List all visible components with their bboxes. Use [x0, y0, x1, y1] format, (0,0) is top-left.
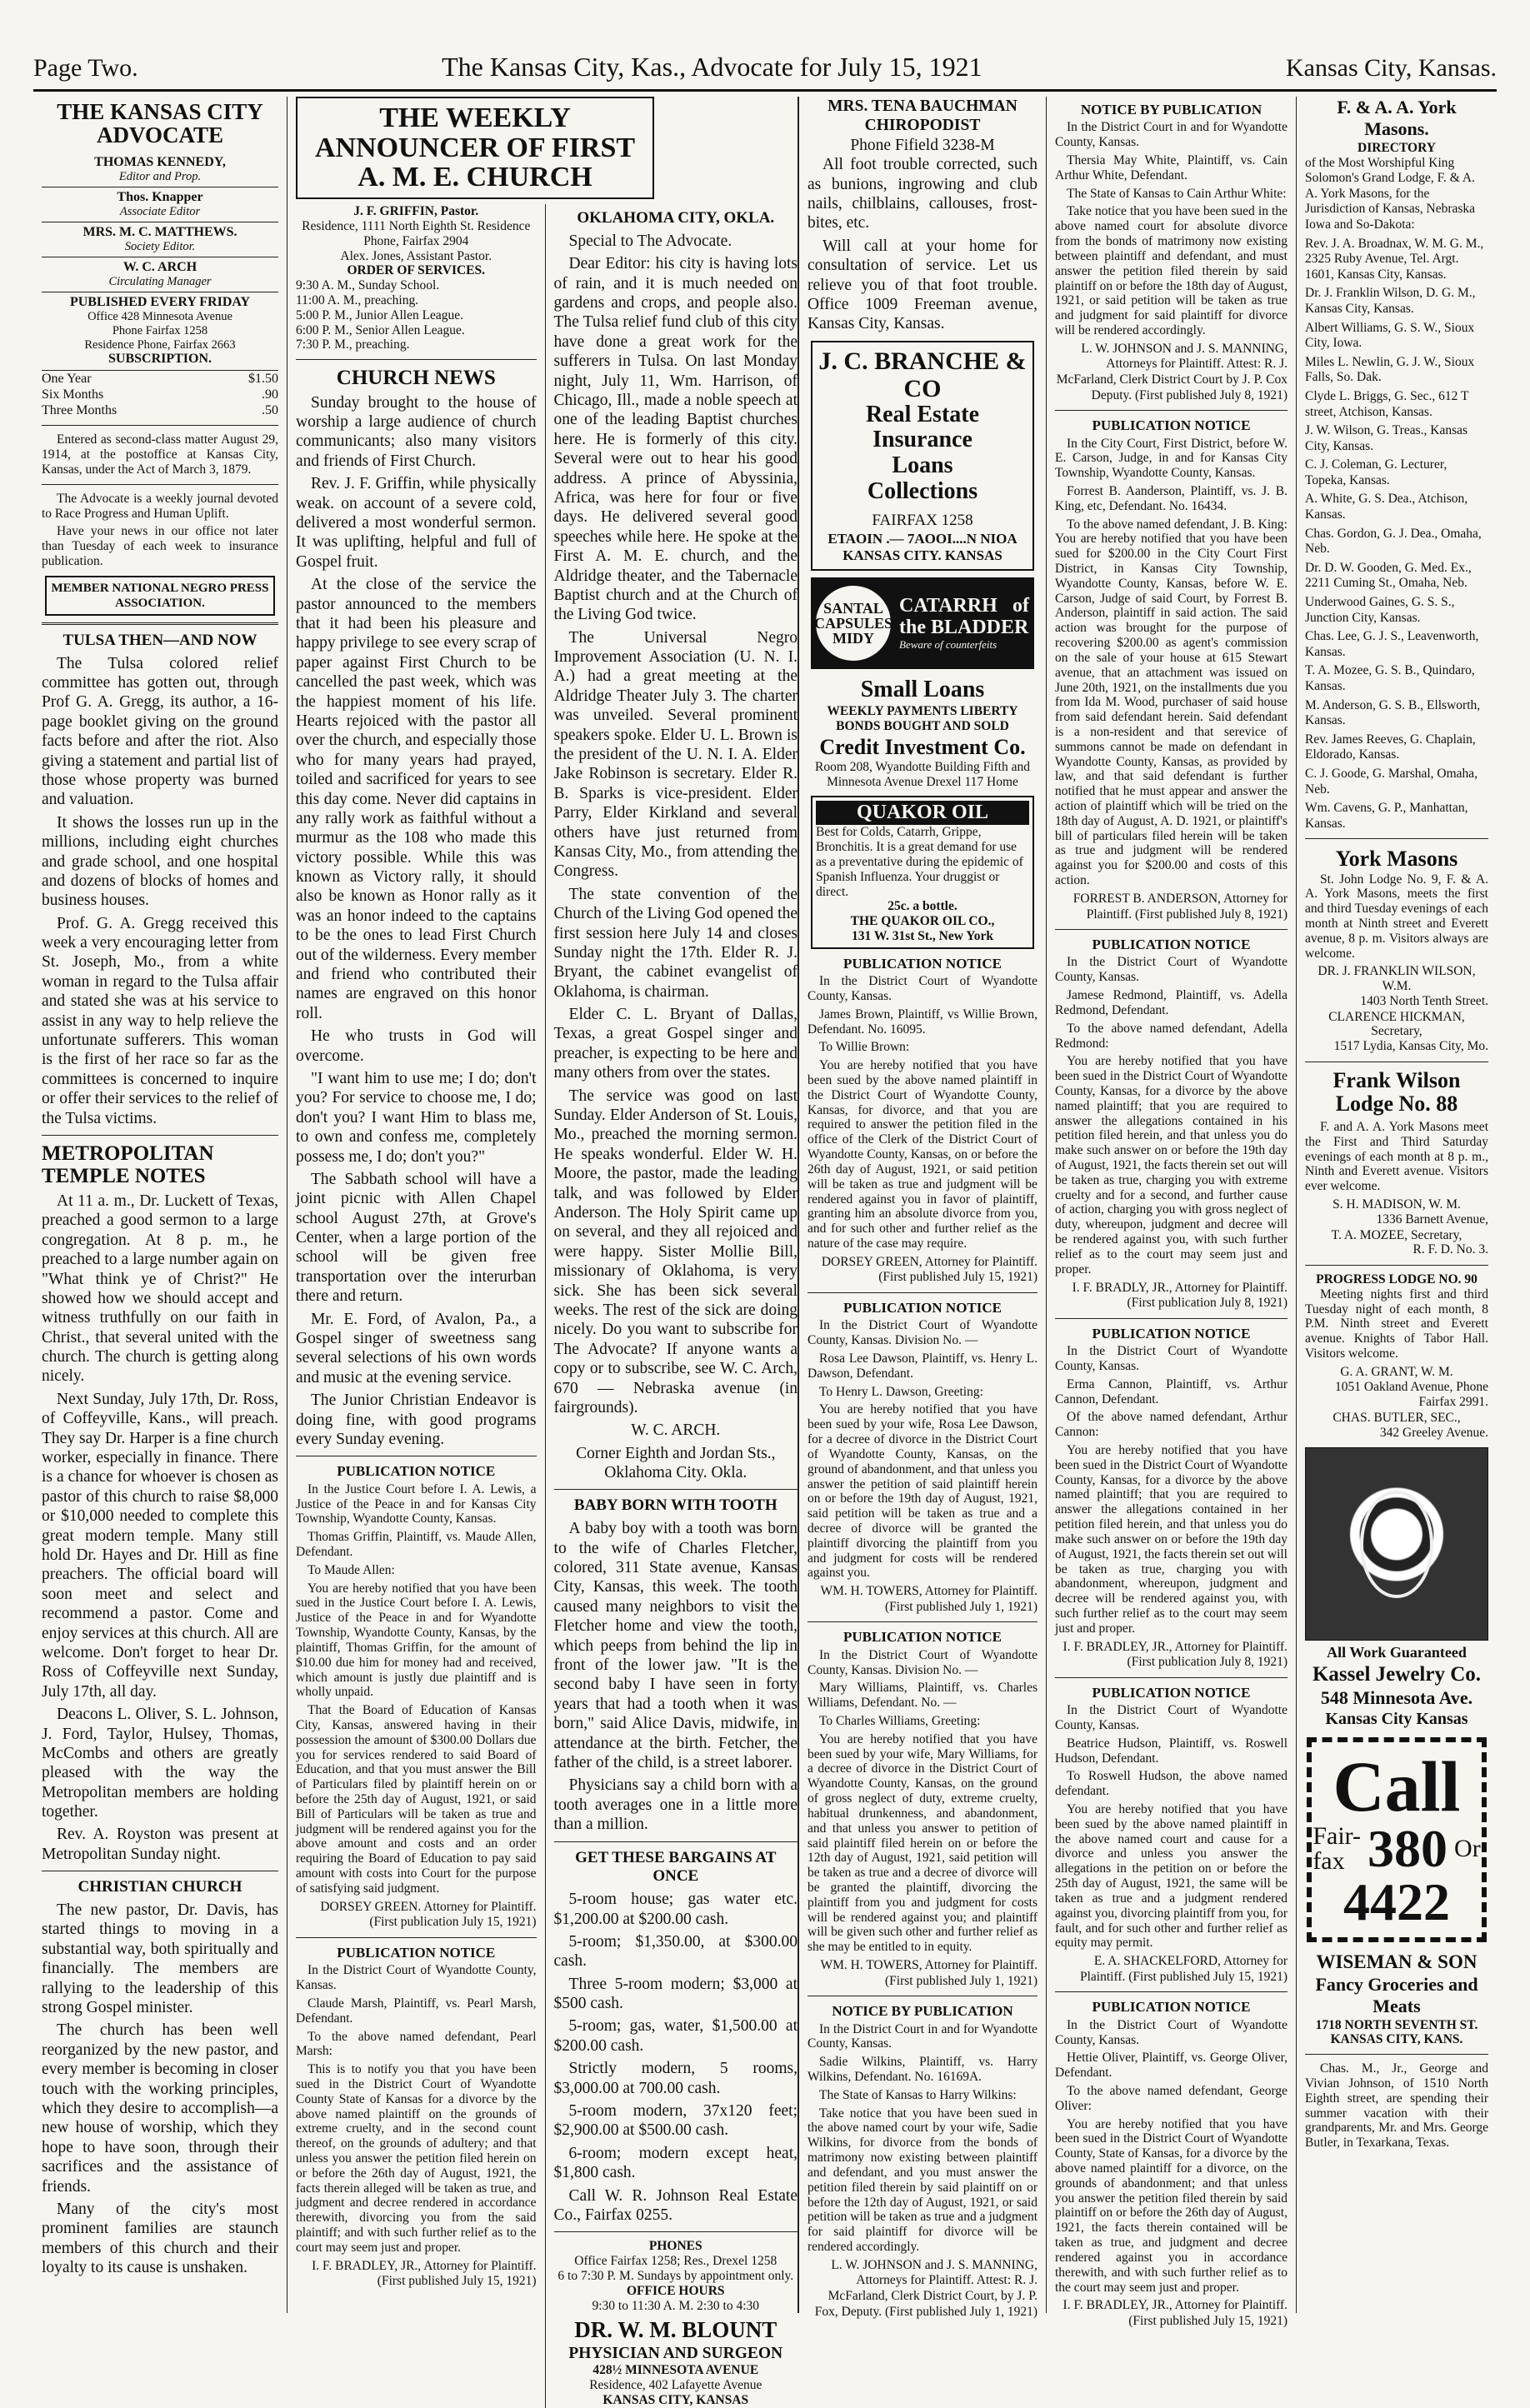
small-loans-sub: WEEKLY PAYMENTS LIBERTY BONDS BOUGHT AND SOLD: [827, 704, 1018, 733]
notice-line: Take notice that you have been sued in the above named court by your wife, Sadie Wilkins, for divorce from the bonds of matrimony now existing between plaintiff and defendant, and you must answer the petition filed therein by said plaintiff on or before the 12th day of August, 1921, or said petition will be taken as true and a judgment for said plaintiff for divorce will be rendered accordingly.: [808, 2106, 1038, 2254]
notice-line: You are hereby notified that you have been sued in the Justice Court before I. A. Lewis, Justice of the Peace in and for Wyandotte Township, Wyandotte County, Kansas, by the plaintiff, Thomas Griffin, for the amount of $10.00 due him for money had and received, which amount is justly due plaintiff and is wholly unpaid.: [296, 1581, 537, 1700]
directory-entry: A. White, G. S. Dea., Atchison, Kansas.: [1305, 492, 1468, 522]
branche-line: Real Estate: [865, 401, 980, 427]
credit-address: Room 208, Wyandotte Building Fifth and Minnesota Avenue Drexel 117 Home: [815, 759, 1030, 789]
directory-entry: T. A. Mozee, G. S. B., Quindaro, Kansas.: [1305, 663, 1475, 693]
frank-wilson-headline: Frank Wilson Lodge No. 88: [1332, 1067, 1461, 1117]
hours-line: 9:30 to 11:30 A. M. 2:30 to 4:30: [592, 2298, 760, 2313]
notice-line: To Henry L. Dawson, Greeting:: [819, 1384, 983, 1399]
service-item: 9:30 A. M., Sunday School.: [296, 278, 440, 293]
publication-notice: [296, 1963, 537, 2255]
notice-line: Jamese Redmond, Plaintiff, vs. Adella Redmond, Defendant.: [1055, 988, 1288, 1017]
subscription-table: [42, 371, 278, 419]
publication-notice: [1055, 1703, 1288, 1951]
christian-church-headline: CHRISTIAN CHURCH: [78, 1878, 242, 1896]
directory-entry: Miles L. Newlin, G. J. W., Sioux Falls, So. Dak.: [1305, 354, 1475, 385]
notice-signature: I. F. BRADLEY, JR., Attorney for Plaintiff. (First publication July 8, 1921): [1062, 1639, 1288, 1670]
oklahoma-paragraph: The state convention of the Church of the Living God opened the first session here July 14 and closes Sunday night the 17th. Elder R. J. Bryant, the cabinet evangelist of Oklahoma, is chairman.: [553, 885, 798, 1001]
branche-line: Loans: [892, 452, 953, 479]
york-sig: CLARENCE HICKMAN, Secretary,: [1328, 1009, 1465, 1039]
divider: [1055, 1677, 1288, 1678]
notice-signature: DORSEY GREEN, Attorney for Plaintiff. (First published July 15, 1921): [821, 1254, 1038, 1285]
church-news-paragraph: The Sabbath school will have a joint picnic with Allen Chapel school August 27th, at Grove's Center, when a large portion of the school will be given free transportation over the interurban there and return.: [296, 1170, 537, 1306]
pastor-line: [296, 204, 537, 219]
notice-line: To the above named defendant, George Oliver:: [1055, 2083, 1288, 2113]
quakor-title: QUAKOR OIL: [816, 801, 1029, 825]
oklahoma-address: Corner Eighth and Jordan Sts., Oklahoma City. Okla.: [576, 1444, 776, 1482]
notice-line: You are hereby notified that you have been sued in the District Court of Wyandotte County, State of Kansas, for a divorce by the above named plaintiff for a divorce, on the grounds of abandonment; and that unless you answer the petition filed therein by said plaintiff on or before the 26th day of August, 1921, the facts therein contained will be taken as true, and judgment and decree rendered against you in accordance therewith, and with such further relief as to the court may seem just and proper.: [1055, 2116, 1288, 2295]
york-sig-address: 1403 North Tenth Street.: [1360, 994, 1488, 1009]
directory-entry: Dr. J. Franklin Wilson, D. G. M., Kansas City, Kansas.: [1305, 286, 1476, 316]
staff-name: Thos. Knapper: [117, 189, 203, 204]
publication-notice: [296, 1482, 537, 1896]
christian-paragraph: Many of the city's most prominent families are staunch members of this church and their loyalty to its cause is unshaken.: [42, 2200, 278, 2277]
notice-heading: PUBLICATION NOTICE: [1092, 937, 1251, 953]
publication-notice: [808, 2022, 1038, 2255]
notice-heading: PUBLICATION NOTICE: [337, 1944, 496, 1961]
branche-line: Collections: [867, 478, 978, 505]
pastor-residence: Residence, 1111 North Eighth St. Residence Phone, Fairfax 2904: [302, 218, 531, 248]
sub-term: Six Months: [42, 387, 104, 402]
oklahoma-paragraph: Elder C. L. Bryant of Dallas, Texas, a great Gospel singer and preacher, is expecting to be here and many others from over the states.: [553, 1006, 798, 1082]
church-news-paragraph: "I want him to use me; I do; don't you? For service to choose me, I do; don't you? I want Him to blass me, to own and confess me, completely possess me, I do; don't you?": [296, 1069, 537, 1166]
column-masthead: [33, 97, 288, 2313]
notice-line: Sadie Wilkins, Plaintiff, vs. Harry Wilkins, Defendant. No. 16169A.: [808, 2055, 1038, 2085]
notice-line: Forrest B. Aanderson, Plaintiff, vs. J. B. King, etc, Defendant. No. 16434.: [1055, 483, 1288, 513]
chiropodist-phone: Phone Fifield 3238-M: [850, 136, 995, 154]
notice-signature: E. A. SHACKELFORD, Attorney for Plaintiff. (First published July 15, 1921): [1079, 1954, 1288, 1984]
notice-line: Thomas Griffin, Plaintiff, vs. Maude Allen, Defendant.: [296, 1530, 537, 1560]
bargain-item: 6-room; modern except heat, $1,800 cash.: [553, 2144, 798, 2182]
oklahoma-paragraph: Dear Editor: his city is having lots of rain, and it is much needed on gardens and crops, and people also. The Tulsa relief fund club of this city have done a great work for the sufferers in Tulsa. On last Monday night, July 11, Wm. Harrison, of Chicago, Ill., made a noble speech at one of the leading Baptist churches here. He is formerly of this city. Several were out to hear his good address. A prince of Abyssinia, Africa, was here for four or five days. He delivered several good speeches while here. He spoke at the First A. M. E. church, and the Aldridge theater, and the Tabernacle Baptist church and at the Church of the Living God twice.: [553, 255, 798, 624]
church-news-paragraph: Sunday brought to the house of worship a large audience of church communicants; also many visitors and friends of First Church.: [296, 393, 537, 470]
credit-title: Credit Investment Co.: [819, 734, 1026, 759]
bargain-item: 5-room house; gas water etc. $1,200.00 at $200.00 cash.: [553, 1891, 798, 1928]
baby-headline: BABY BORN WITH TOOTH: [573, 1496, 778, 1515]
christian-paragraph: The new pastor, Dr. Davis, has started things to moving in a substantial way, both spiritually and financially. The members are rallying to the leadership of this strong Gospel minister.: [42, 1901, 278, 2016]
bargain-item: Call W. R. Johnson Real Estate Co., Fairfax 0255.: [553, 2186, 798, 2224]
divider: [554, 1489, 798, 1490]
notice-line: To Maude Allen:: [308, 1562, 395, 1577]
bargains-headline: GET THESE BARGAINS AT ONCE: [575, 1848, 777, 1886]
chiropodist-name: MRS. TENA BAUCHMAN: [828, 97, 1018, 115]
subscription-title: SUBSCRIPTION.: [108, 352, 212, 367]
tulsa-paragraph: Prof. G. A. Gregg received this week a very encouraging letter from St. Joseph, Mo., from a white woman in regard to the Tulsa affair and stated she was at his service to assist in any way to help relieve the unfortunate sufferers. This woman is the first of her race so far as the committees is concerned to inquire or offer their services to the relief of the Tulsa victims.: [42, 914, 278, 1127]
staff-society: [42, 222, 278, 257]
church-news-paragraph: The Junior Christian Endeavor is doing fine, with good programs every Sunday evening.: [296, 1391, 537, 1448]
directory-entry: Rev. James Reeves, G. Chaplain, Eldorado, Kansas.: [1305, 732, 1476, 762]
notice-line: In the District Court of Wyandotte County, Kansas. Division No. —: [808, 1318, 1038, 1348]
wiseman-sub: Fancy Groceries and Meats: [1315, 1973, 1478, 2017]
progress-lodge-text: Meeting nights first and third Tuesday night of each month, 8 P.M. Ninth street and Everett avenue. Knights of Tabor Hall. Visitors welcome.: [1305, 1286, 1488, 1361]
notice-line: In the District Court in and for Wyandotte County, Kansas.: [1055, 120, 1288, 150]
divider: [296, 1937, 537, 1938]
notice-signature: WM. H. TOWERS, Attorney for Plaintiff. (First published July 1, 1921): [820, 1584, 1038, 1614]
fw-sig: S. H. MADISON, W. M.: [1332, 1197, 1461, 1212]
devoted-note: The Advocate is a weekly journal devoted to Race Progress and Human Uplift.: [42, 491, 278, 521]
divider: [1305, 2054, 1488, 2055]
doctor-address: 428½ MINNESOTA AVENUE: [592, 2363, 759, 2378]
notice-line: In the Justice Court before I. A. Lewis, a Justice of the Peace in and for Kansas City Township, Wyandotte County, Kansas.: [296, 1481, 537, 1526]
branche-city: KANSAS CITY. KANSAS: [842, 547, 1002, 564]
midy-note: Beware of counterfeits: [899, 637, 998, 651]
notice-signature: L. W. JOHNSON and J. S. MANNING, Attorneys for Plaintiff. Attest: R. J. McFarland, Clerk District Court by J. P. Cox Deputy. (First published July 8, 1921): [1056, 341, 1288, 402]
published-line: PUBLISHED EVERY FRIDAY: [69, 294, 251, 309]
church-news-paragraph: Mr. E. Ford, of Avalon, Pa., a Gospel singer of sweetness sang several selections of his own words and music at the evening service.: [296, 1310, 537, 1386]
notice-line: You are hereby notified that you have been sued by the above named plaintiff in the District Court of Wyandotte County, Kansas, for divorce, and that you are required to answer the petition filed in the office of the Clerk of the District Court of Wyandotte County, Kansas, on or before the 26th day of August, 1921, or said petition will be taken as true and judgment will be rendered against you in favor of plaintiff, granting him an absolute divorce from you, and for such other and further relief as the nature of the case may require.: [808, 1058, 1038, 1251]
directory-entry: M. Anderson, G. S. B., Ellsworth, Kansas.: [1305, 697, 1481, 728]
directory-entry: C. J. Goode, G. Marshal, Omaha, Neb.: [1305, 766, 1478, 797]
prog-sig: G. A. GRANT, W. M.: [1340, 1364, 1453, 1379]
bargain-item: 5-room; gas, water, $1,500.00 at $200.00 cash.: [553, 2017, 798, 2055]
quakor-ad: [811, 796, 1034, 948]
doctor-name: DR. W. M. BLOUNT: [574, 2317, 778, 2343]
directory-entry: Dr. D. W. Gooden, G. Med. Ex., 2211 Cuming St., Omaha, Neb.: [1305, 560, 1472, 591]
notice-signature: DORSEY GREEN. Attorney for Plaintiff. (First publication July 15, 1921): [320, 1899, 537, 1930]
wiseman-address: 1718 NORTH SEVENTH ST. KANSAS CITY, KANS.: [1315, 2017, 1478, 2047]
divider: [554, 2231, 798, 2232]
york-sig: DR. J. FRANKLIN WILSON, W.M.: [1318, 964, 1476, 994]
subscription-row: [42, 387, 278, 402]
call-number-1: 380: [1368, 1819, 1448, 1879]
notice-line: In the District Court in and for Wyandotte County, Kansas.: [808, 2021, 1038, 2051]
notice-line: Beatrice Hudson, Plaintiff, vs. Roswell Hudson, Defendant.: [1055, 1736, 1288, 1766]
phones-head: PHONES: [648, 2239, 702, 2254]
notice-line: In the District Court of Wyandotte County, Kansas.: [1055, 955, 1288, 985]
notice-line: To Roswell Hudson, the above named defendant.: [1055, 1769, 1288, 1799]
notice-signature: I. F. BRADLEY, JR., Attorney for Plaintiff. (First published July 15, 1921): [1062, 2298, 1288, 2328]
quakor-text: Best for Colds, Catarrh, Grippe, Bronchitis. It is a great demand for use as a preventative during the epidemic of Spanish Influenza. Your druggist or direct.: [816, 825, 1023, 899]
pastor-name: J. F. GRIFFIN, Pastor.: [353, 204, 479, 219]
notice-line: You are hereby notified that you have been sued in the District Court of Wyandotte County, Kansas, for a divorce by the above named plaintiff; that you are required to answer the allegations contained in his petition filed herein, and that unless you do make such answer on or before the 19th day of August, 1921, the facts therein set out will be taken as true, charging you with extreme cruelty and for a second, and further cause of action, charging you with gross neglect of duty, whereupon, judgment and decree will be rendered against you, with such further relief as to the court may seem just and proper.: [1055, 1054, 1288, 1276]
notice-line: To Charles Williams, Greeting:: [819, 1714, 981, 1729]
service-item: 5:00 P. M., Junior Allen League.: [296, 307, 464, 322]
kassel-name: Kassel Jewelry Co.: [1312, 1662, 1482, 1686]
notice-heading: PUBLICATION NOTICE: [1092, 1999, 1251, 2016]
column-announcer: [288, 97, 798, 2407]
divider: [808, 1621, 1038, 1622]
notice-signature: I. F. BRADLEY, JR., Attorney for Plaintiff. (First published July 15, 1921): [312, 2258, 537, 2289]
doctor-title: PHYSICIAN AND SURGEON: [568, 2344, 783, 2362]
metropolitan-paragraph: Next Sunday, July 17th, Dr. Ross, of Coffeyville, Kans., will preach. They say Dr. Harper is a fine church worker, especially in finance. There is a chance for whoever is chosen as pastor of this church to raise $8,000 or $10,000 needed to complete this great modern temple. Many still hold Dr. Hayes and Dr. Hill as fine preachers. The official board will soon meet and select and recommend a pastor. Come and enjoy services at this church. All are welcome. Don't forget to hear Dr. Ross of Coffeyville next Sunday, July 17th, all day.: [42, 1390, 278, 1701]
notice-line: You are hereby notified that you have been sued by the above named plaintiff in the above named court and cause for a divorce and unless you answer the allegations in the petition on or before the 25th day of August, 1921, the same will be taken as true and a judgment rendered against you, divorcing plaintiff from you, for fault, and for such other and further relief as equity may permit.: [1055, 1802, 1288, 1951]
masons-directory: [1305, 156, 1488, 832]
directory-entry: J. W. Wilson, G. Treas., Kansas City, Kansas.: [1305, 423, 1468, 453]
bargain-item: 5-room; $1,350.00, at $300.00 cash.: [553, 1932, 798, 1971]
column-3: [546, 204, 798, 2408]
progress-lodge-headline: PROGRESS LODGE NO. 90: [1316, 1271, 1478, 1286]
staff-role: Associate Editor: [119, 205, 201, 219]
publication-notice: [1055, 955, 1288, 1276]
sub-term: Three Months: [42, 403, 118, 418]
page-number: Page Two.: [33, 54, 138, 82]
oklahoma-paragraph: The service was good on last Sunday. Elder Anderson of St. Louis, Mo., preached the morning sermon. He speaks wonderful. Elder W. H. Moore, the pastor, made the leading talk, and was followed by Elder Anderson. The Holy Spirit came up on several, and they all rejoiced and were happy. Sister Mollie Bill, missionary of Oklahoma, is very sick. She has been sick several weeks. The rest of the sick are doing nicely. Do you want to subscribe for The Advocate? If anyone wants a copy or to subscribe, see W. C. Arch, 670 — Nebraska avenue (in fairgrounds).: [553, 1087, 798, 1416]
doctor-residence: Residence, 402 Lafayette Avenue: [589, 2378, 762, 2393]
sub-term: One Year: [42, 371, 92, 386]
tulsa-paragraph: The Tulsa colored relief committee has gotten out, through Prof G. A. Gregg, its author, a 16-page booklet giving on the ground facts before and after the riot. Also giving a statement and partial list of those whose property was burned and valuation.: [42, 654, 278, 809]
divider: [1055, 1318, 1288, 1319]
kassel-address: 548 Minnesota Ave.: [1320, 1686, 1473, 1708]
call-ad: [1307, 1737, 1487, 1942]
tulsa-headline: TULSA THEN—AND NOW: [62, 631, 258, 649]
directory-entry: C. J. Coleman, G. Lecturer, Topeka, Kansas.: [1305, 457, 1448, 487]
prog-sig: CHAS. BUTLER, SEC.,: [1332, 1410, 1461, 1425]
sub-price: $1.50: [248, 371, 278, 386]
notice-line: This is to notify you that you have been sued in the District Court of Wyandotte County State of Kansas for a divorce by the above named plaintiff on the grounds of extreme cruelty, and in the second count thereof, on the grounds of adultery; and that unless you answer the petition filed herein on or before the 26th day of August, 1921, the facts therein alleged will be taken as true, and judgment and decree rendered in accordance therewith, divorcing you from the said plaintiff; and with such further relief as to the court may seem just and proper.: [296, 2062, 537, 2255]
sub-price: .50: [262, 403, 278, 418]
doctor-city: KANSAS CITY, KANSAS: [602, 2392, 749, 2407]
hours-head: OFFICE HOURS: [626, 2283, 725, 2298]
directory-entry: Rev. J. A. Broadnax, W. M. G. M., 2325 Ruby Avenue, Tel. Argt. 1601, Kansas City, Kansas.: [1305, 236, 1484, 282]
call-exchange: Fair-fax: [1312, 1822, 1362, 1876]
notice-line: Take notice that you have been sued in the above named court for absolute divorce from the bonds of matrimony now existing between plaintiff and defendant, and must answer the petition filed therein by said plaintiff on or before the 18th day of August, 1921, or said petition will be taken as true and judgment for said plaintiff for divorce will be rendered accordingly.: [1055, 204, 1288, 337]
publication-notice: [1055, 1344, 1288, 1636]
call-row: [1312, 1819, 1481, 1879]
column-4: [798, 97, 1047, 2319]
staff-circulation: [42, 257, 278, 292]
branche-phone: FAIRFAX 1258: [872, 511, 973, 529]
staff-editor: [42, 152, 278, 187]
notice-line: To the above named defendant, Pearl Marsh:: [296, 2029, 537, 2059]
kassel-guarantee: All Work Guaranteed: [1327, 1644, 1467, 1661]
directory-entry: Chas. Gordon, G. J. Dea., Omaha, Neb.: [1305, 526, 1482, 557]
column-5: [1047, 97, 1297, 2328]
paper-location: Kansas City, Kansas.: [1285, 54, 1497, 82]
metropolitan-headline: METROPOLITAN TEMPLE NOTES: [42, 1142, 214, 1188]
notice-line: To the above named defendant, Adella Redmond:: [1055, 1021, 1288, 1051]
sub-price: .90: [262, 387, 278, 402]
notice-line: The State of Kansas to Cain Arthur White:: [1067, 186, 1287, 201]
announcer-title: THE WEEKLY ANNOUNCER OF FIRST A. M. E. CHURCH: [296, 97, 654, 199]
column-2: [296, 204, 546, 2408]
staff-name: W. C. ARCH: [122, 259, 198, 274]
notice-heading: PUBLICATION NOTICE: [842, 1299, 1002, 1316]
metropolitan-paragraph: Deacons L. Oliver, S. L. Johnson, J. Ford, Taylor, Hulsey, Thomas, McCombs and others are greatly pleased with the way the Metropolitan members are holding together.: [42, 1706, 278, 1821]
publication-notice: [808, 974, 1038, 1251]
divider: [554, 1841, 798, 1842]
columns: [33, 97, 1497, 2407]
service-item: 6:00 P. M., Senior Allen League.: [296, 322, 465, 337]
chiropodist-text: All foot trouble corrected, such as bunions, ingrowing and club nails, chilblains, callouses, frost-bites, etc.: [808, 156, 1038, 232]
staff-role: Editor and Prop.: [118, 170, 202, 184]
divider: [1055, 410, 1288, 411]
york-masons-headline: York Masons: [1335, 847, 1458, 872]
notice-line: You are hereby notified that you have been sued by your wife, Rosa Lee Dawson, for a decree of divorce in the District Court of Wyandotte County, Kansas, on the ground of abandonment, and that unless you answer the petition of said plaintiff herein on or before the 19th day of August, 1921, said petition will be taken as true and a decree of divorce will be granted the plaintiff divorcing the plaintiff from you and judgment for costs will be rendered against you.: [808, 1402, 1038, 1581]
directory-entry: Clyde L. Briggs, G. Sec., 612 T street, Atchison, Kansas.: [1305, 388, 1469, 419]
small-loans-title: Small Loans: [860, 677, 985, 703]
notice-line: In the District Court of Wyandotte County, Kansas.: [296, 1963, 537, 1993]
call-or: Or: [1454, 1835, 1481, 1863]
assistant-pastor: Alex. Jones, Assistant Pastor.: [340, 248, 492, 263]
notice-line: The State of Kansas to Harry Wilkins:: [819, 2087, 1017, 2102]
notice-signature: FORREST B. ANDERSON, Attorney for Plaintiff. (First published July 8, 1921): [1072, 891, 1288, 922]
branche-line: Insurance: [872, 427, 972, 453]
directory-title: DIRECTORY: [1358, 140, 1436, 155]
notice-line: Erma Cannon, Plaintiff, vs. Arthur Cannon, Defendant.: [1055, 1376, 1288, 1406]
service-item: 7:30 P. M., preaching.: [296, 337, 410, 352]
quakor-company: THE QUAKOR OIL CO.,: [850, 914, 995, 929]
oklahoma-signature: W. C. ARCH.: [631, 1421, 721, 1440]
masthead-title: THE KANSAS CITY ADVOCATE: [57, 99, 263, 148]
publication-notice: [808, 1648, 1038, 1955]
wiseman-headline: WISEMAN & SON: [1316, 1951, 1478, 1973]
divider: [1055, 1991, 1288, 1992]
divider: [296, 359, 537, 360]
publication-notice: [1055, 437, 1288, 888]
paper-dateline: The Kansas City, Kas., Advocate for July 15, 1921: [442, 52, 982, 82]
call-number-2: 4422: [1343, 1872, 1450, 1932]
branche-ad: [811, 341, 1034, 572]
branche-title: J. C. BRANCHE & CO: [818, 347, 1027, 402]
notice-signature: L. W. JOHNSON and J. S. MANNING, Attorneys for Plaintiff. Attest: R. J. McFarland, Clerk District Court, by J. P. Fox, Deputy. (First published July 1, 1921): [814, 2257, 1038, 2319]
divider: [808, 1292, 1038, 1293]
phones-line-2: 6 to 7:30 P. M. Sundays by appointment only.: [558, 2268, 794, 2283]
notice-heading: PUBLICATION NOTICE: [1092, 1325, 1251, 1341]
staff-role: Society Editor.: [124, 240, 196, 254]
notice-line: Of the above named defendant, Arthur Cannon:: [1055, 1410, 1288, 1440]
notice-line: Claude Marsh, Plaintiff, vs. Pearl Marsh, Defendant.: [296, 1996, 537, 2026]
publication-notice: [1055, 120, 1288, 337]
directory-entry: Wm. Cavens, G. P., Manhattan, Kansas.: [1305, 801, 1468, 831]
midy-logo: SANTAL CAPSULES MIDY: [816, 586, 891, 661]
oklahoma-headline: OKLAHOMA CITY, OKLA.: [577, 209, 775, 227]
midy-title: CATARRH of the BLADDER: [899, 595, 1029, 638]
tulsa-paragraph: It shows the losses run up in the millions, including eight churches and grade school, and one hospital and dozens of blocks of homes and business houses.: [42, 813, 278, 910]
directory-entry: Albert Williams, G. S. W., Sioux City, Iowa.: [1305, 320, 1475, 351]
office-line: Office 428 Minnesota Avenue: [88, 310, 232, 324]
chiropodist-title: CHIROPODIST: [864, 117, 981, 135]
press-association-box: MEMBER NATIONAL NEGRO PRESS ASSOCIATION.: [45, 576, 275, 616]
notice-line: In the District Court of Wyandotte County, Kansas.: [1055, 1703, 1288, 1732]
notice-heading: PUBLICATION NOTICE: [842, 955, 1002, 972]
church-news-paragraph: At the close of the service the pastor announced to the members that it had been his pleasure and happy privilege to see every scrap of paper against First Church to be cancelled the past week, which was the happiest moment of his life. Hearts rejoiced with the pastor all over the church, and especially those who for many years had prayed, toiled and sacrificed for years to see this day come. Never did captains in any rally work as faithful without a murmur as the 108 who made this victory possible. While this was known as Victory rally, it should also be known as Honor rally as it was an honor indeed to the captains to be the ones to lead First Church out of the wilderness. Every member and friend who contributed their names are engraved on this honor roll.: [296, 576, 537, 1022]
entered-note: Entered as second-class matter August 29, 1914, at the postoffice at Kansas City, Kansas, under the Act of March 3, 1879.: [42, 432, 278, 477]
directory-entry: Underwood Gaines, G. S. S., Junction City, Kansas.: [1305, 595, 1455, 625]
metropolitan-paragraph: Rev. A. Royston was present at Metropolitan Sunday night.: [42, 1826, 278, 1863]
news-deadline: Have your news in our office not later than Tuesday of each week to insurance publication.: [42, 524, 278, 568]
fw-sig: T. A. MOZEE, Secretary,: [1331, 1227, 1462, 1242]
notice-line: In the District Court of Wyandotte County, Kansas.: [1055, 2017, 1288, 2047]
notice-line: To Willie Brown:: [819, 1040, 910, 1055]
directory-entry: Chas. Lee, G. J. S., Leavenworth, Kansas.: [1305, 629, 1479, 659]
notice-line: In the District Court of Wyandotte County, Kansas.: [1055, 1344, 1288, 1373]
phones-line: Office Fairfax 1258; Res., Drexel 1258: [574, 2254, 778, 2269]
page-header: [33, 52, 1497, 92]
notice-line: You are hereby notified that you have been sued by your wife, Mary Williams, for a decree of divorce in the District Court of Wyandotte County, Kansas, on the ground of gross neglect of duty, extreme cruelty, habitual drunkenness, and abandonment, and that unless you answer to petition of said plaintiff filed herein on or before the 12th day of August, 1921, said petition will be taken as true and a decree of divorce will be granted the plaintiff, divorcing the plaintiff from you and judgment for costs will be rendered against you; and plaintiff will be given such other and further relief as she may be entitled to in equity.: [808, 1731, 1038, 1955]
divider: [42, 425, 278, 426]
notice-heading: NOTICE BY PUBLICATION: [832, 2003, 1013, 2020]
divider: [1305, 1265, 1488, 1266]
divider: [1055, 929, 1288, 930]
kassel-city: Kansas City Kansas: [1325, 1710, 1468, 1729]
fw-sig-address: 1336 Barnett Avenue,: [1376, 1211, 1488, 1226]
residence-line: Residence Phone, Fairfax 2663: [84, 337, 236, 352]
notice-line: Hettie Oliver, Plaintiff, vs. George Oliver, Defendant.: [1055, 2051, 1288, 2081]
order-of-services-head: ORDER OF SERVICES.: [347, 263, 486, 278]
quakor-address: 131 W. 31st St., New York: [852, 928, 993, 943]
york-masons-text: St. John Lodge No. 9, F. & A. A. York Masons, meets the first and third Tuesday evenings of each month at Ninth street and Everett avenue, 8 p. m. Visitors always are welcome.: [1305, 872, 1488, 961]
quakor-price: 25c. a bottle.: [888, 899, 958, 914]
staff-name: THOMAS KENNEDY,: [94, 154, 226, 169]
church-news-paragraph: He who trusts in God will overcome.: [296, 1027, 537, 1065]
announcer-body: [296, 204, 798, 2408]
divider: [42, 484, 278, 485]
notice-signature: I. F. BRADLY, JR., Attorney for Plaintiff. (First publication July 8, 1921): [1072, 1280, 1288, 1311]
notice-line: In the District Court of Wyandotte County, Kansas.: [808, 974, 1038, 1003]
subscription-row: [42, 402, 278, 418]
staff-name: MRS. M. C. MATTHEWS.: [82, 224, 238, 239]
notice-line: Mary Williams, Plaintiff, vs. Charles Williams, Defendant. No. —: [808, 1681, 1038, 1711]
notice-line: James Brown, Plaintiff, vs Willie Brown, Defendant. No. 16095.: [808, 1007, 1038, 1037]
notice-heading: PUBLICATION NOTICE: [842, 1629, 1002, 1646]
masons-headline: F. & A. A. York Masons.: [1337, 97, 1457, 140]
notice-heading: PUBLICATION NOTICE: [337, 1463, 496, 1480]
notice-line: To the above named defendant, J. B. King: You are hereby notified that you have been sued for $200.00 in the City Court First District, in Kansas City Township, Wyandotte County, Kansas, before W. E. Carson, Judge of said Court, by Forrest B. Anderson, plaintiff in said action. The said action was brought for the purpose of recovering $200.00 as agent's commission on the sale of your house at 615 Stewart avenue, that an attachment was issued on June 20th, 1921, on the installments due you from Ida M. Wood, purchaser of said house from said defendant herein. Said defendant is a non-resident and that serevice of summons cannot be made on defendant in Wyandotte County, Kansas, as provided by law, and that said defendant is further notified that he must appear and answer the action of plaintiff which will be tried on the 18th day of August, A. D. 1921, or plaintiff's bill of particulars filed herein will be taken as true and judgment will be rendered against you for $200.00 and costs of this action.: [1055, 517, 1288, 888]
directory-intro: of the Most Worshipful King Solomon's Grand Lodge, F. & A. A. York Masons, for the Jurisdiction of Kansas, Nebraska Iowa and So-Dakota:: [1305, 155, 1476, 232]
bargain-item: 5-room modern, 37x120 feet; $2,900.00 at $500.00 cash.: [553, 2102, 798, 2140]
oklahoma-paragraph: The Universal Negro Improvement Association (U. N. I. A.) had a great meeting at the Aldridge Theater July 3. The charter was unveiled. Several prominent speakers spoke. Elder U. L. Brown is the president of the U. N. I. A. Elder Jake Robinson is secretary. Elder R. B. Sparks is vice-president. Elder Parry, Elder Kirkland and several others have just returned from Kansas City, Mo., from attending the Congress.: [553, 628, 798, 881]
prog-sig-address: 342 Greeley Avenue.: [1379, 1425, 1488, 1440]
divider: [1305, 838, 1488, 839]
metropolitan-paragraph: At 11 a. m., Dr. Luckett of Texas, preached a good sermon to a large congregation. At 8 p. m., he preached to a large number again on "What think ye of Christ?" He showed how we should accept and witness truthfully on our faith in Christ., that several united with the church. The church is getting along nicely.: [42, 1192, 278, 1386]
publication-notice: [1055, 2018, 1288, 2296]
baby-paragraph: Physicians say a child born with a tooth averages one in a little more than a million.: [553, 1776, 798, 1834]
notice-line: You are hereby notified that you have been sued in the District Court of Wyandotte County, Kansas, for a divorce by the above named plaintiff; that you are required to answer the allegations contained in her petition filed herein, and that unless you do make such answer on or before the 19th day of August, 1921, the facts therein set out will be taken as true, charging you with abandonment, whereupon, judgment and decree will be rendered against you, with such further relief as to the court may seem just and proper.: [1055, 1443, 1288, 1636]
column-6: [1297, 97, 1497, 2313]
service-item: 11:00 A. M., preaching.: [296, 292, 419, 307]
notice-line: That the Board of Education of Kansas City, Kansas, answered having in their possession the amount of $300.00 Dollars due you for services rendered to said Board of Education, and that you must answer the Bill of Particulars filed by plaintiff herein on or before the 25th day of August, 1921, or said Bill of Particulars will be taken as true and judgment will be rendered against you for the above amount and costs and an order requiring the Board of Education to pay said amount with costs into Court for the purpose of satisfying said judgment.: [296, 1703, 537, 1896]
phone-line: Phone Fairfax 1258: [112, 324, 208, 337]
notice-heading: NOTICE BY PUBLICATION: [1080, 102, 1262, 117]
bargain-item: Strictly modern, 5 rooms, $3,000.00 at 700.00 cash.: [553, 2060, 798, 2097]
staff-associate: [42, 187, 278, 222]
fw-sig-address: R. F. D. No. 3.: [1412, 1242, 1488, 1257]
publication-notice: [808, 1318, 1038, 1581]
johnson-note: Chas. M., Jr., George and Vivian Johnson, of 1510 North Eighth street, are spending their summer vacation with their grandparents, Mr. and Mrs. George Butler, in Texarkana, Texas.: [1305, 2061, 1488, 2151]
notice-line: Thersia May White, Plaintiff, vs. Cain Arthur White, Defendant.: [1055, 153, 1288, 182]
notice-signature: WM. H. TOWERS, Attorney for Plaintiff. (First published July 1, 1921): [820, 1958, 1038, 1988]
santal-midy-ad: [811, 577, 1034, 669]
divider: [42, 1135, 278, 1136]
notice-line: In the City Court, First District, before W. E. Carson, Judge, in and for Kansas City Township, Wyandotte County, Kansas.: [1055, 436, 1288, 481]
branche-code: ETAOIN .— 7AOOI....N NIOA: [828, 530, 1018, 547]
chiropodist-text: Will call at your home for consultation of service. Let us relieve you of that foot trouble. Office 1009 Freeman avenue, Kansas City, Kansas.: [808, 237, 1038, 333]
notice-line: Rosa Lee Dawson, Plaintiff, vs. Henry L. Dawson, Defendant.: [808, 1351, 1038, 1381]
christian-paragraph: The church has been well reorganized by the new pastor, and every member is becoming in closer touch with the working principles, which they desire to accomplish—a new house of worship, which they hope to have soon, through their sacrifices and the assistance of friends.: [42, 2021, 278, 2196]
call-word: Call: [1332, 1746, 1461, 1827]
frank-wilson-text: F. and A. A. York Masons meet the First and Third Saturday evenings of each month at 8 p. m., Ninth and Everett avenue. Visitors ever welcome.: [1305, 1120, 1488, 1194]
notice-heading: PUBLICATION NOTICE: [1092, 1684, 1251, 1701]
jewelry-illustration: [1305, 1447, 1488, 1641]
oklahoma-paragraph: Special to The Advocate.: [568, 232, 732, 250]
publication-info: [42, 292, 278, 371]
notice-line: In the District Court of Wyandotte County, Kansas. Division No. —: [808, 1647, 1038, 1677]
bargain-item: Three 5-room modern; $3,000 at $500 cash.: [553, 1975, 798, 2013]
church-news-headline: CHURCH NEWS: [336, 367, 496, 390]
prog-sig-address: 1051 Oakland Avenue, Phone Fairfax 2991.: [1335, 1379, 1488, 1410]
subscription-row: [42, 371, 278, 387]
church-news-paragraph: Rev. J. F. Griffin, while physically weak. on account of a severe cold, delivered a most wonderful sermon. It was uplifting, helpful and full of Gospel fruit.: [296, 475, 537, 571]
staff-role: Circulating Manager: [108, 275, 212, 289]
divider: [42, 622, 278, 625]
baby-paragraph: A baby boy with a tooth was born to the wife of Charles Fletcher, colored, 311 State avenue, Kansas City, Kansas, this week. The tooth caused many neighbors to visit the Fletcher home and view the tooth, which peeps from behind the lip in front of the lower jaw. "It is the second baby I have seen in forty years that had a tooth when it was born," said Alice Davis, midwife, in attendance at the birth. Fetcher, the father of the child, is a street laborer.: [553, 1520, 798, 1771]
notice-heading: PUBLICATION NOTICE: [1092, 417, 1251, 434]
york-sig-address: 1517 Lydia, Kansas City, Mo.: [1333, 1039, 1488, 1054]
